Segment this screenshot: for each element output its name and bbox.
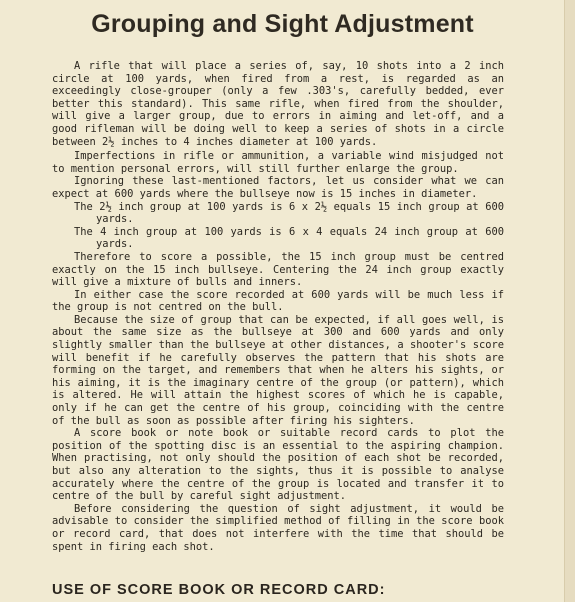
section-heading: USE OF SCORE BOOK OR RECORD CARD:	[52, 582, 386, 598]
body-text	[52, 60, 504, 553]
page-edge	[564, 0, 575, 602]
paragraph-1: A rifle that will place a series of, say, 10 shots into a 2 inch circle at 100 yards, when fired from a rest, is regarded as an exceedingly close-grouper (only a few .303's, carefully bedded, ever better this standard). This same rifle, when fired from the shoulder, will give a larger group, due to errors in aiming and let-off, and a good rifleman will be doing well to keep a series of shots in a circle between 2½ inches to 4 inches diameter at 100 yards.	[52, 60, 504, 148]
paragraph-5: The 4 inch group at 100 yards is 6 x 4 equals 24 inch group at 600 yards.	[74, 225, 504, 251]
paragraph-3: Ignoring these last-mentioned factors, let us consider what we can expect at 600 yards where the bullseye now is 15 inches in diameter.	[52, 175, 504, 200]
paragraph-4: The 2½ inch group at 100 yards is 6 x 2½ equals 15 inch group at 600 yards.	[74, 200, 504, 226]
paragraph-2: Imperfections in rifle or ammunition, a variable wind misjudged not to mention personal errors, will still further enlarge the group.	[52, 150, 504, 175]
page-title: Grouping and Sight Adjustment	[91, 10, 474, 38]
paragraph-6: Therefore to score a possible, the 15 inch group must be centred exactly on the 15 inch bullseye. Centering the 24 inch group exactly will give a mixture of bulls and inners.	[52, 250, 504, 289]
paragraph-7: In either case the score recorded at 600 yards will be much less if the group is not centred on the bull.	[52, 288, 504, 314]
paragraph-9: A score book or note book or suitable record cards to plot the position of the spotting disc is an essential to the aspiring champion. When practising, not only should the position of each shot be recorded, but also any alteration to the sights, thus it is possible to analyse accurately where the centre of the group is located and transfer it to centre of the bull by careful sight adjustment.	[52, 427, 504, 503]
paragraph-8: Because the size of group that can be expected, if all goes well, is about the same size as the bullseye at 300 and 600 yards and only slightly smaller than the bullseye at other distances, a shooter's score will benefit if he carefully observes the pattern that his shots are forming on the target, and remembers that when he alters his sights, or his aiming, it is the imaginary centre of the group (or pattern), which is altered. He will attain the highest scores of which he is capable, only if he can get the centre of his group, coinciding with the centre of the bull as soon as possible after firing his sighters.	[52, 313, 504, 427]
paragraph-10: Before considering the question of sight adjustment, it would be advisable to consider the simplified method of filling in the score book or record card, that does not interfere with the time that should be spent in firing each shot.	[52, 502, 504, 553]
